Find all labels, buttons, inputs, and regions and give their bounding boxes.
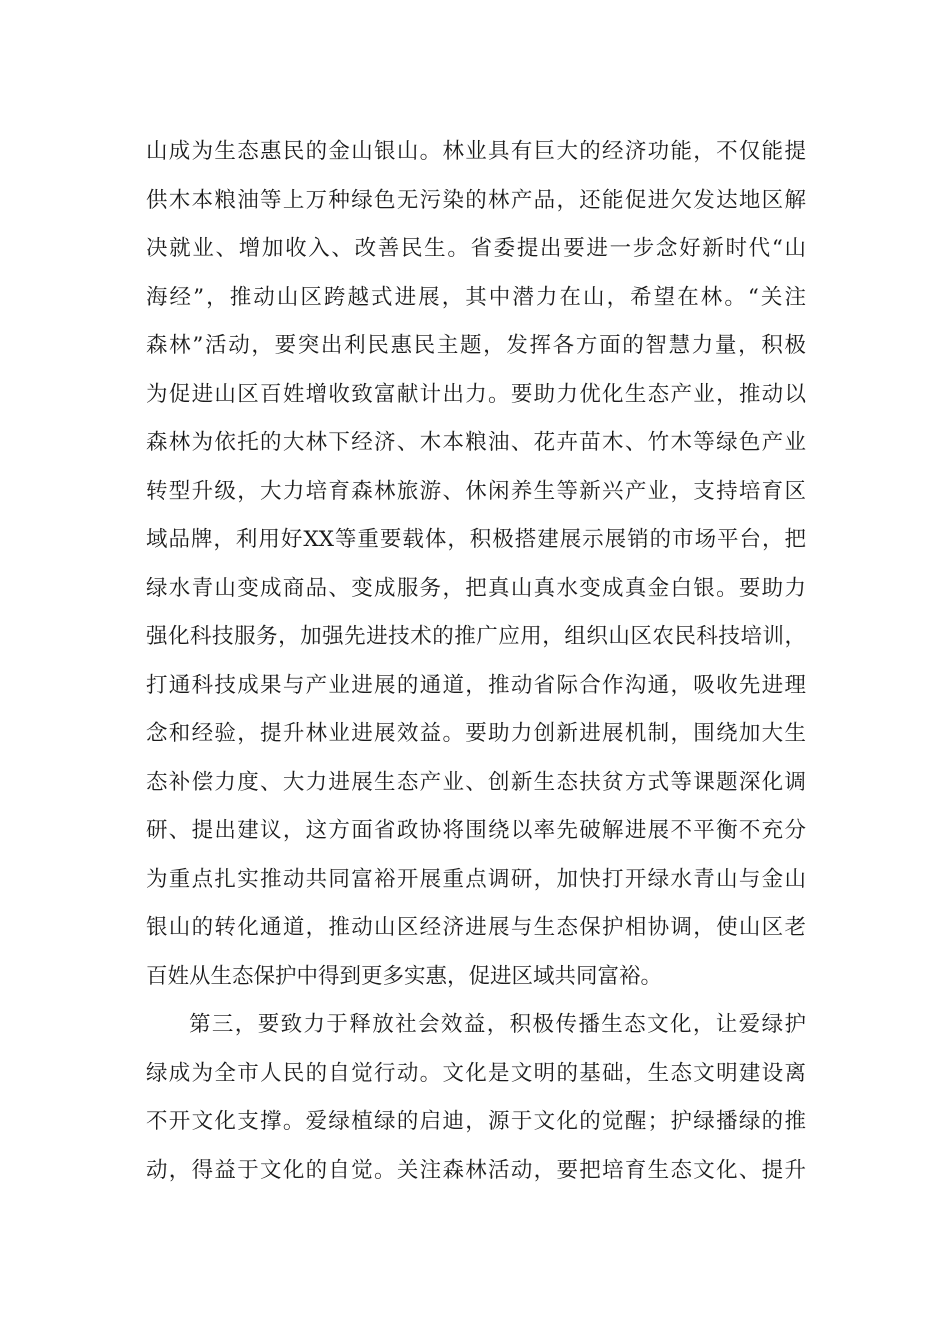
text-line: 山成为生态惠民的金山银山。林业具有巨大的经济功能，不仅能提 <box>146 139 806 164</box>
text-line: 转型升级，大力培育森林旅游、休闲养生等新兴产业，支持培育区 <box>146 478 806 504</box>
text-line: 研、提出建议，这方面省政协将围绕以率先破解进展不平衡不充分 <box>146 818 806 843</box>
text-line: 动，得益于文化的自觉。关注森林活动，要把培育生态文化、提升 <box>146 1157 806 1183</box>
text-line: 绿成为全市人民的自觉行动。文化是文明的基础，生态文明建设离 <box>146 1060 806 1086</box>
text-line: 为促进山区百姓增收致富献计出力。要助力优化生态产业，推动以 <box>146 381 806 407</box>
text-line: 供木本粮油等上万种绿色无污染的林产品，还能促进欠发达地区解 <box>146 187 806 213</box>
text-line: 海经”，推动山区跨越式进展，其中潜力在山，希望在林。“关注 <box>146 284 806 310</box>
text-line: 不开文化支撑。爱绿植绿的启迪，源于文化的觉醒；护绿播绿的推 <box>146 1109 806 1134</box>
text-line: 态补偿力度、大力进展生态产业、创新生态扶贫方式等课题深化调 <box>146 769 806 795</box>
text-line: 决就业、增加收入、改善民生。省委提出要进一步念好新时代“山 <box>146 236 806 261</box>
text-line: 绿水青山变成商品、变成服务，把真山真水变成真金白银。要助力 <box>146 575 806 601</box>
paragraph-end-line: 百姓从生态保护中得到更多实惠，促进区域共同富裕。 <box>146 963 663 989</box>
document-body <box>146 128 806 1195</box>
text-line: 域品牌，利用好XX等重要载体，积极搭建展示展销的市场平台，把 <box>146 527 806 552</box>
text-line: 念和经验，提升林业进展效益。要助力创新进展机制，围绕加大生 <box>146 721 806 746</box>
text-line: 森林”活动，要突出利民惠民主题，发挥各方面的智慧力量，积极 <box>146 333 806 358</box>
text-line: 为重点扎实推动共同富裕开展重点调研，加快打开绿水青山与金山 <box>146 866 806 892</box>
text-line: 银山的转化通道，推动山区经济进展与生态保护相协调，使山区老 <box>146 915 806 940</box>
paragraph-start-line: 第三，要致力于释放社会效益，积极传播生态文化，让爱绿护 <box>189 1012 806 1037</box>
text-line: 强化科技服务，加强先进技术的推广应用，组织山区农民科技培训， <box>146 624 806 649</box>
text-line: 打通科技成果与产业进展的通道，推动省际合作沟通，吸收先进理 <box>146 672 806 698</box>
text-line: 森林为依托的大林下经济、木本粮油、花卉苗木、竹木等绿色产业 <box>146 430 806 455</box>
